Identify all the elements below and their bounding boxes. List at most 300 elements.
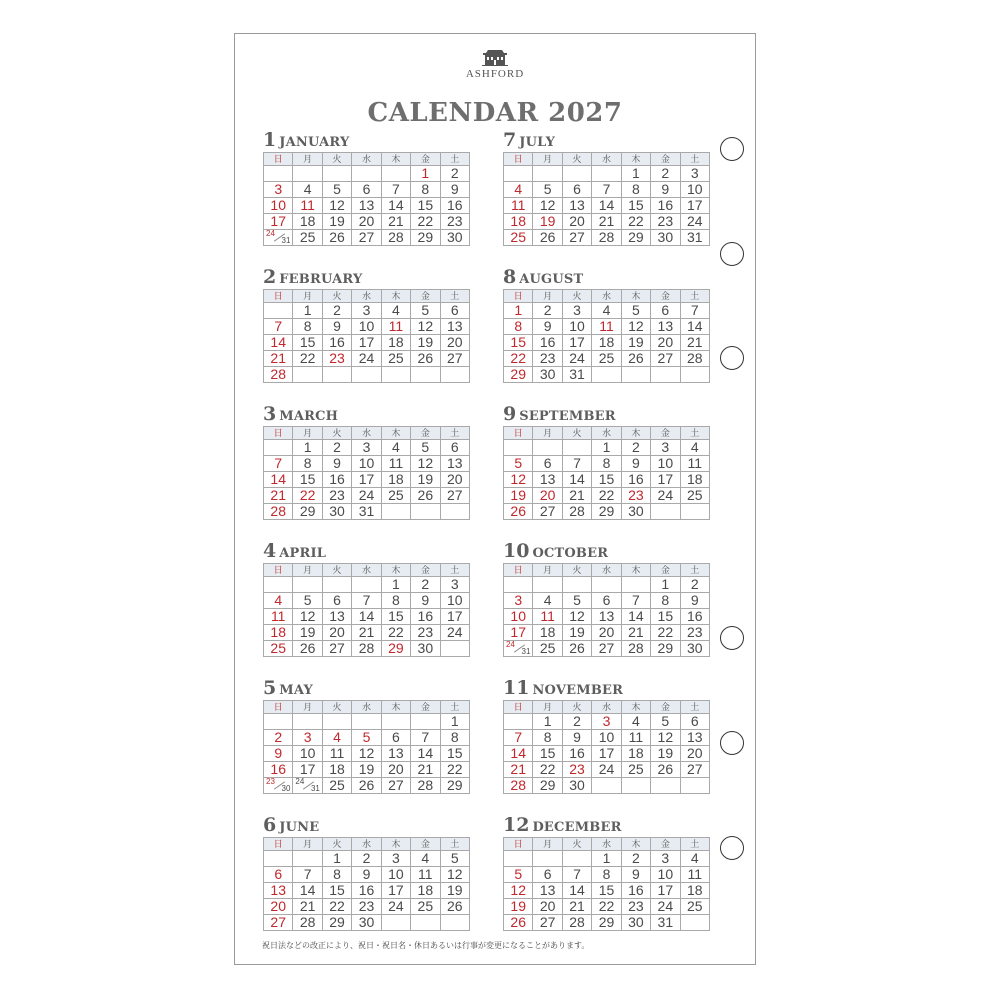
day-cell: 21 xyxy=(264,488,293,504)
day-cell: 10 xyxy=(651,456,680,472)
day-cell: 12 xyxy=(440,867,469,883)
day-cell: 22 xyxy=(651,625,680,641)
day-cell: 17 xyxy=(504,625,533,641)
day-cell: 20 xyxy=(533,488,562,504)
day-cell xyxy=(562,166,591,182)
weekday-header: 日 xyxy=(264,290,293,303)
day-cell: 24 xyxy=(562,351,591,367)
day-cell: 30 xyxy=(352,915,381,931)
week-row xyxy=(504,625,710,641)
day-cell: 27 xyxy=(592,641,621,657)
weekday-header: 日 xyxy=(264,838,293,851)
weekday-header: 木 xyxy=(381,838,410,851)
month-number: 1 xyxy=(263,129,277,151)
day-cell: 10 xyxy=(440,593,469,609)
day-cell: 1 xyxy=(440,714,469,730)
day-cell: 14 xyxy=(411,746,440,762)
day-cell: 27 xyxy=(381,778,410,794)
day-cell: 25 xyxy=(381,488,410,504)
day-cell: 26 xyxy=(651,762,680,778)
day-cell xyxy=(651,504,680,520)
month-number: 8 xyxy=(503,266,517,288)
day-cell: 28 xyxy=(264,367,293,383)
day-cell: 22 xyxy=(322,899,351,915)
day-cell xyxy=(322,367,351,383)
day-cell: 28 xyxy=(592,230,621,246)
day-cell: 30 xyxy=(621,504,650,520)
month-heading xyxy=(503,815,710,835)
day-cell: 14 xyxy=(264,472,293,488)
weekday-header: 月 xyxy=(533,153,562,166)
day-cell: 4 xyxy=(680,851,709,867)
weekday-header: 月 xyxy=(533,564,562,577)
month-heading xyxy=(503,541,710,561)
day-cell: 4 xyxy=(322,730,351,746)
month-heading xyxy=(503,404,710,424)
day-cell xyxy=(533,440,562,456)
week-row xyxy=(504,899,710,915)
day-cell: 25 xyxy=(621,762,650,778)
day-cell: 7 xyxy=(264,319,293,335)
day-cell: 19 xyxy=(352,762,381,778)
day-cell: 25 xyxy=(293,230,322,246)
week-row xyxy=(504,367,710,383)
day-cell: 22 xyxy=(440,762,469,778)
day-cell: 29 xyxy=(322,915,351,931)
day-cell: 2 xyxy=(411,577,440,593)
day-cell: 17 xyxy=(440,609,469,625)
week-row xyxy=(264,867,470,883)
day-cell xyxy=(352,714,381,730)
day-cell: 14 xyxy=(562,472,591,488)
month-name: JULY xyxy=(519,135,556,150)
day-cell: 17 xyxy=(651,883,680,899)
day-cell: 30 xyxy=(680,641,709,657)
weekday-header: 金 xyxy=(411,153,440,166)
day-cell: 23 xyxy=(533,351,562,367)
day-cell: 25 xyxy=(680,899,709,915)
day-cell xyxy=(352,367,381,383)
day-cell: 12 xyxy=(533,198,562,214)
day-cell: 16 xyxy=(651,198,680,214)
week-row xyxy=(504,867,710,883)
month-grid xyxy=(263,837,470,931)
weekday-header: 火 xyxy=(322,564,351,577)
day-cell xyxy=(440,504,469,520)
day-cell: 19 xyxy=(562,625,591,641)
day-cell xyxy=(592,577,621,593)
month-heading xyxy=(263,267,470,287)
day-cell: 12 xyxy=(651,730,680,746)
week-row xyxy=(264,577,470,593)
weekday-header: 土 xyxy=(440,701,469,714)
weekday-header: 月 xyxy=(533,838,562,851)
day-cell xyxy=(381,504,410,520)
weekday-header: 火 xyxy=(322,427,351,440)
day-cell: 15 xyxy=(592,472,621,488)
day-cell: 9 xyxy=(621,456,650,472)
day-cell: 11 xyxy=(680,867,709,883)
day-cell: 13 xyxy=(533,472,562,488)
week-row xyxy=(264,899,470,915)
day-cell: 6 xyxy=(592,593,621,609)
month-heading xyxy=(263,404,470,424)
day-cell: 15 xyxy=(381,609,410,625)
day-cell: 12 xyxy=(562,609,591,625)
day-cell: 23 xyxy=(322,351,351,367)
day-cell: 5 xyxy=(352,730,381,746)
weekday-header: 日 xyxy=(504,427,533,440)
week-row xyxy=(504,303,710,319)
day-cell: 3 xyxy=(440,577,469,593)
weekday-header: 木 xyxy=(621,838,650,851)
day-cell: 12 xyxy=(621,319,650,335)
binder-hole xyxy=(720,836,744,860)
day-cell: 23 xyxy=(440,214,469,230)
weekday-header: 水 xyxy=(592,153,621,166)
day-cell: 22 xyxy=(592,488,621,504)
weekday-header: 月 xyxy=(293,427,322,440)
day-cell: 16 xyxy=(440,198,469,214)
day-cell: 17 xyxy=(651,472,680,488)
day-cell: 11 xyxy=(264,609,293,625)
weekday-header: 金 xyxy=(651,290,680,303)
day-cell: 4 xyxy=(411,851,440,867)
month-block xyxy=(263,678,470,794)
day-cell: 21 xyxy=(562,488,591,504)
day-cell: 21 xyxy=(411,762,440,778)
day-cell: 29 xyxy=(381,641,410,657)
week-row xyxy=(504,488,710,504)
day-cell: 26 xyxy=(562,641,591,657)
day-cell xyxy=(504,714,533,730)
day-cell: 14 xyxy=(293,883,322,899)
day-cell: 9 xyxy=(533,319,562,335)
week-row xyxy=(504,230,710,246)
weekday-header: 土 xyxy=(680,701,709,714)
day-cell: 13 xyxy=(264,883,293,899)
day-cell: 8 xyxy=(533,730,562,746)
month-block xyxy=(503,678,710,794)
day-cell: 11 xyxy=(533,609,562,625)
day-cell: 29 xyxy=(293,504,322,520)
day-cell: 21 xyxy=(592,214,621,230)
weekday-header: 木 xyxy=(621,701,650,714)
day-cell: 12 xyxy=(504,472,533,488)
day-cell: 8 xyxy=(293,319,322,335)
weekday-header: 火 xyxy=(562,153,591,166)
week-row xyxy=(264,714,470,730)
month-name: AUGUST xyxy=(519,272,584,287)
weekday-header: 木 xyxy=(621,564,650,577)
day-cell: 6 xyxy=(440,303,469,319)
weekday-header: 金 xyxy=(411,290,440,303)
weekday-header: 土 xyxy=(440,427,469,440)
week-row xyxy=(264,230,470,246)
day-cell xyxy=(533,851,562,867)
day-cell: 13 xyxy=(592,609,621,625)
day-cell: 8 xyxy=(293,456,322,472)
calendar-title: CALENDAR 2027 xyxy=(367,98,623,128)
day-cell: 3 xyxy=(264,182,293,198)
day-cell: 26 xyxy=(322,230,351,246)
day-cell: 31 xyxy=(562,367,591,383)
month-block xyxy=(263,815,470,931)
day-cell: 26 xyxy=(411,488,440,504)
day-cell: 3 xyxy=(293,730,322,746)
weekday-header: 土 xyxy=(440,290,469,303)
day-cell xyxy=(411,915,440,931)
weekday-header: 火 xyxy=(562,701,591,714)
day-cell xyxy=(680,367,709,383)
day-cell: 23 xyxy=(621,488,650,504)
month-name: FEBRUARY xyxy=(279,272,363,287)
day-cell: 6 xyxy=(440,440,469,456)
day-cell: 23 xyxy=(562,762,591,778)
day-cell: 21 xyxy=(381,214,410,230)
weekday-header: 水 xyxy=(592,427,621,440)
day-cell xyxy=(533,577,562,593)
day-cell: 8 xyxy=(651,593,680,609)
day-cell: 31 xyxy=(680,230,709,246)
day-cell: 17 xyxy=(293,762,322,778)
day-cell: 7 xyxy=(680,303,709,319)
day-cell xyxy=(621,577,650,593)
day-cell: 9 xyxy=(651,182,680,198)
day-cell: 20 xyxy=(680,746,709,762)
week-row xyxy=(264,641,470,657)
day-cell: 21 xyxy=(504,762,533,778)
day-cell: 25 xyxy=(381,351,410,367)
weekday-header: 水 xyxy=(592,290,621,303)
day-cell: 27 xyxy=(533,915,562,931)
weekday-header: 火 xyxy=(562,290,591,303)
day-cell: 23 xyxy=(680,625,709,641)
day-cell xyxy=(680,504,709,520)
day-cell: 9 xyxy=(322,456,351,472)
day-cell xyxy=(322,166,351,182)
weekday-header: 水 xyxy=(592,564,621,577)
binder-hole xyxy=(720,137,744,161)
month-heading xyxy=(503,678,710,698)
day-cell: 2 xyxy=(533,303,562,319)
day-cell: 23 xyxy=(322,488,351,504)
day-cell: 17 xyxy=(381,883,410,899)
month-heading xyxy=(503,267,710,287)
weekday-header: 月 xyxy=(293,153,322,166)
day-cell: 5 xyxy=(293,593,322,609)
day-cell: 15 xyxy=(440,746,469,762)
week-row xyxy=(264,488,470,504)
day-cell: 10 xyxy=(592,730,621,746)
day-cell: 24 xyxy=(651,899,680,915)
day-cell: 3 xyxy=(352,440,381,456)
day-cell: 8 xyxy=(504,319,533,335)
month-number: 9 xyxy=(503,403,517,425)
weekday-header: 金 xyxy=(651,701,680,714)
day-cell: 7 xyxy=(592,182,621,198)
day-cell: 2 xyxy=(680,577,709,593)
month-number: 11 xyxy=(503,677,530,699)
day-cell: 16 xyxy=(621,883,650,899)
day-cell xyxy=(592,778,621,794)
weekday-header: 日 xyxy=(504,838,533,851)
month-name: JUNE xyxy=(279,820,320,835)
day-cell: 5 xyxy=(533,182,562,198)
day-cell: 11 xyxy=(293,198,322,214)
day-cell: 8 xyxy=(592,867,621,883)
day-cell: 22 xyxy=(381,625,410,641)
weekday-header: 金 xyxy=(411,838,440,851)
day-cell: 6 xyxy=(533,456,562,472)
week-row xyxy=(264,915,470,931)
day-cell: 7 xyxy=(562,456,591,472)
day-cell: 18 xyxy=(264,625,293,641)
day-cell xyxy=(621,778,650,794)
weekday-header: 土 xyxy=(680,290,709,303)
day-cell: 3 xyxy=(680,166,709,182)
day-cell: 21 xyxy=(680,335,709,351)
day-cell: 10 xyxy=(680,182,709,198)
weekday-header: 土 xyxy=(680,153,709,166)
day-cell: 24 xyxy=(381,899,410,915)
brand-logo xyxy=(235,50,755,80)
day-cell: 4 xyxy=(680,440,709,456)
day-cell: 6 xyxy=(264,867,293,883)
day-cell: 26 xyxy=(293,641,322,657)
weekday-header: 月 xyxy=(533,427,562,440)
month-block xyxy=(503,541,710,657)
day-cell: 3 xyxy=(592,714,621,730)
week-row xyxy=(264,609,470,625)
day-cell: 1 xyxy=(293,303,322,319)
day-cell xyxy=(440,367,469,383)
day-cell: 20 xyxy=(264,899,293,915)
weekday-header: 水 xyxy=(352,427,381,440)
day-cell: 14 xyxy=(381,198,410,214)
month-number: 2 xyxy=(263,266,277,288)
month-heading xyxy=(263,815,470,835)
day-cell: 17 xyxy=(592,746,621,762)
day-cell: 4 xyxy=(533,593,562,609)
week-row xyxy=(264,746,470,762)
day-cell: 1 xyxy=(592,440,621,456)
day-cell: 25 xyxy=(504,230,533,246)
day-cell xyxy=(264,303,293,319)
weekday-header: 土 xyxy=(680,564,709,577)
day-cell: 13 xyxy=(562,198,591,214)
day-cell: 21 xyxy=(264,351,293,367)
day-cell: 29 xyxy=(504,367,533,383)
weekday-header: 金 xyxy=(411,564,440,577)
day-cell: 8 xyxy=(440,730,469,746)
day-cell: 12 xyxy=(411,456,440,472)
day-cell: 10 xyxy=(352,456,381,472)
day-cell: 15 xyxy=(533,746,562,762)
day-cell: 20 xyxy=(592,625,621,641)
day-cell: 2 xyxy=(322,440,351,456)
month-number: 12 xyxy=(503,814,530,836)
day-cell: 8 xyxy=(621,182,650,198)
day-cell: 20 xyxy=(533,899,562,915)
day-cell: 9 xyxy=(322,319,351,335)
day-cell: 29 xyxy=(533,778,562,794)
day-cell: 11 xyxy=(680,456,709,472)
day-cell: 24 xyxy=(651,488,680,504)
day-cell: 11 xyxy=(411,867,440,883)
day-cell: 28 xyxy=(381,230,410,246)
day-cell: 22 xyxy=(621,214,650,230)
week-row xyxy=(504,778,710,794)
month-block xyxy=(503,130,710,246)
month-heading xyxy=(503,130,710,150)
day-cell: 12 xyxy=(352,746,381,762)
day-cell xyxy=(621,367,650,383)
day-cell: 20 xyxy=(440,472,469,488)
day-cell: 18 xyxy=(381,472,410,488)
calendar-sheet xyxy=(234,33,756,965)
day-cell: 10 xyxy=(264,198,293,214)
week-row xyxy=(504,609,710,625)
day-cell: 26 xyxy=(411,351,440,367)
weekday-header: 日 xyxy=(504,564,533,577)
week-row xyxy=(264,456,470,472)
week-row xyxy=(264,762,470,778)
month-block xyxy=(503,815,710,931)
day-cell xyxy=(411,504,440,520)
weekday-header: 月 xyxy=(293,701,322,714)
day-cell: 13 xyxy=(440,319,469,335)
day-cell: 21 xyxy=(621,625,650,641)
day-cell: 18 xyxy=(621,746,650,762)
weekday-header: 月 xyxy=(533,290,562,303)
day-cell: 22 xyxy=(293,488,322,504)
day-cell: 15 xyxy=(621,198,650,214)
day-cell: 29 xyxy=(621,230,650,246)
week-row xyxy=(504,730,710,746)
weekday-header: 金 xyxy=(651,427,680,440)
day-cell: 16 xyxy=(264,762,293,778)
day-cell: 18 xyxy=(411,883,440,899)
month-block xyxy=(263,541,470,657)
day-cell: 27 xyxy=(440,351,469,367)
week-row xyxy=(264,214,470,230)
day-cell: 24 xyxy=(352,351,381,367)
day-cell: 22 xyxy=(411,214,440,230)
day-cell: 27 xyxy=(322,641,351,657)
day-cell: 25 xyxy=(533,641,562,657)
day-cell: 15 xyxy=(504,335,533,351)
day-cell: 11 xyxy=(381,319,410,335)
week-row xyxy=(264,593,470,609)
day-cell xyxy=(592,166,621,182)
day-cell: 3 xyxy=(504,593,533,609)
day-cell xyxy=(293,577,322,593)
weekday-header: 土 xyxy=(440,838,469,851)
day-cell: 2 xyxy=(651,166,680,182)
month-name: NOVEMBER xyxy=(532,683,624,698)
day-cell: 28 xyxy=(293,915,322,931)
day-cell: 28 xyxy=(504,778,533,794)
day-cell: 6 xyxy=(651,303,680,319)
day-cell: 18 xyxy=(293,214,322,230)
day-cell: 13 xyxy=(440,456,469,472)
day-cell: 21 xyxy=(293,899,322,915)
day-cell: 3 xyxy=(352,303,381,319)
week-row xyxy=(264,883,470,899)
month-name: MARCH xyxy=(279,409,339,424)
day-cell: 11 xyxy=(381,456,410,472)
